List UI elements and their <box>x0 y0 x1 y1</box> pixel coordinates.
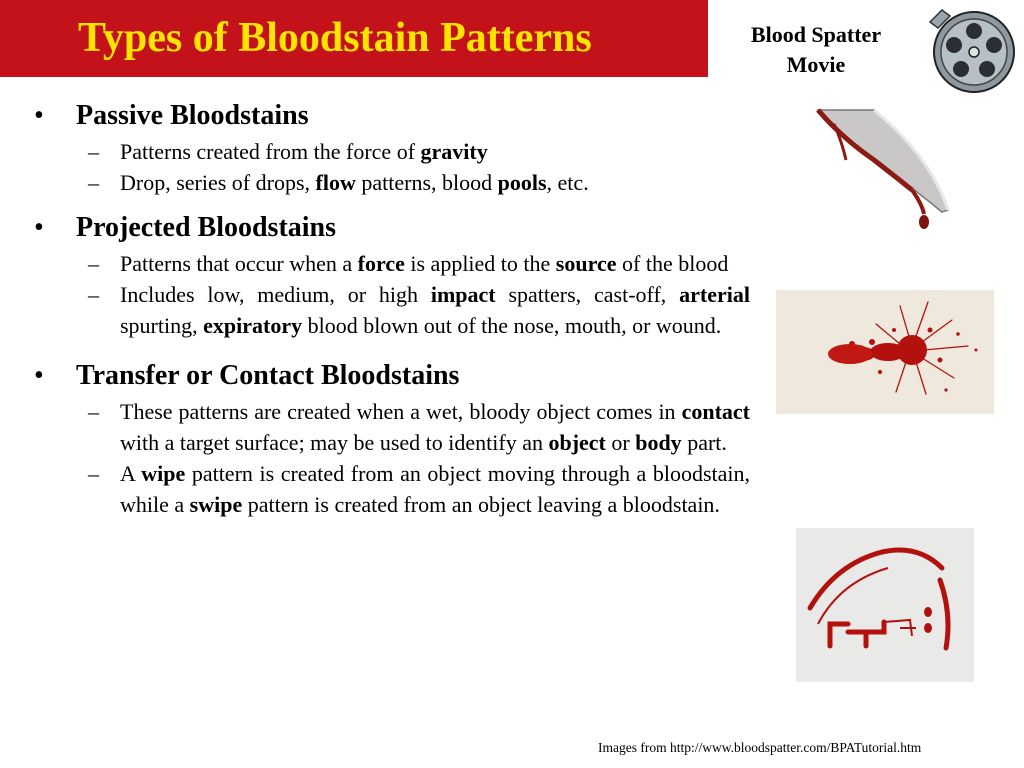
transfer-pattern-image <box>796 528 974 682</box>
emphasis-term: arterial <box>679 282 750 307</box>
knife-image <box>812 108 952 232</box>
emphasis-term: expiratory <box>203 313 303 338</box>
text-run: with a target surface; may be used to identify an <box>120 430 549 455</box>
text-run: , etc. <box>546 170 589 195</box>
emphasis-term: source <box>555 251 617 276</box>
slide-title: Types of Bloodstain Patterns <box>78 15 592 61</box>
slide-content <box>34 96 750 520</box>
dash-glyph: – <box>88 170 99 195</box>
text-run: Includes low, medium, or high <box>120 282 431 307</box>
section-projected <box>34 208 750 341</box>
dash-glyph: – <box>88 251 99 276</box>
text-run: Drop, series of drops, <box>120 170 316 195</box>
text-run: pattern is created from an object leaving a bloodstain. <box>242 492 720 517</box>
text-run: pattern is created from an object moving through a bloodstain, while a <box>120 461 750 517</box>
section-heading <box>34 208 750 248</box>
emphasis-term: object <box>548 430 606 455</box>
text-run: part. <box>681 430 727 455</box>
title-bar <box>0 0 708 77</box>
sub-item <box>34 248 750 279</box>
section-heading <box>34 96 750 136</box>
text-run: These patterns are created when a wet, bloody object comes in <box>120 399 682 424</box>
emphasis-term: wipe <box>141 461 186 486</box>
image-source-credit: Images from http://www.bloodspatter.com/BPATutorial.htm <box>598 740 922 755</box>
bullet-glyph: • <box>34 360 44 391</box>
emphasis-term: force <box>357 251 405 276</box>
dash-glyph: – <box>88 139 99 164</box>
impact-spatter-image <box>776 290 994 414</box>
text-run: Patterns that occur when a <box>120 251 358 276</box>
sub-item <box>34 167 750 198</box>
emphasis-term: pools <box>497 170 547 195</box>
section-heading-text: Transfer or Contact Bloodstains <box>76 360 460 391</box>
bullet-glyph: • <box>34 100 44 131</box>
sub-item <box>34 136 750 167</box>
emphasis-term: impact <box>430 282 496 307</box>
text-run: of the blood <box>616 251 729 276</box>
emphasis-term: gravity <box>420 139 488 164</box>
film-reel-icon[interactable] <box>920 2 1024 96</box>
text-run: patterns, blood <box>355 170 498 195</box>
text-run: Patterns created from the force of <box>120 139 421 164</box>
sub-item <box>34 279 750 341</box>
dash-glyph: – <box>88 461 99 486</box>
section-transfer <box>34 356 750 520</box>
text-run: is applied to the <box>404 251 556 276</box>
section-passive <box>34 96 750 198</box>
emphasis-term: contact <box>681 399 750 424</box>
bullet-glyph: • <box>34 212 44 243</box>
text-run: blood blown out of the nose, mouth, or wound. <box>302 313 722 338</box>
text-run: spatters, cast-off, <box>495 282 680 307</box>
dash-glyph: – <box>88 282 99 307</box>
text-run: A <box>120 461 142 486</box>
emphasis-term: swipe <box>189 492 243 517</box>
blood-spatter-movie-link[interactable]: Blood Spatter Movie <box>750 22 882 77</box>
sub-item <box>34 458 750 520</box>
sub-item <box>34 396 750 458</box>
section-heading-text: Passive Bloodstains <box>76 100 309 131</box>
section-heading <box>34 356 750 396</box>
text-run: spurting, <box>120 313 204 338</box>
section-heading-text: Projected Bloodstains <box>76 212 337 243</box>
text-run: or <box>605 430 636 455</box>
emphasis-term: flow <box>315 170 356 195</box>
dash-glyph: – <box>88 399 99 424</box>
emphasis-term: body <box>635 430 682 455</box>
